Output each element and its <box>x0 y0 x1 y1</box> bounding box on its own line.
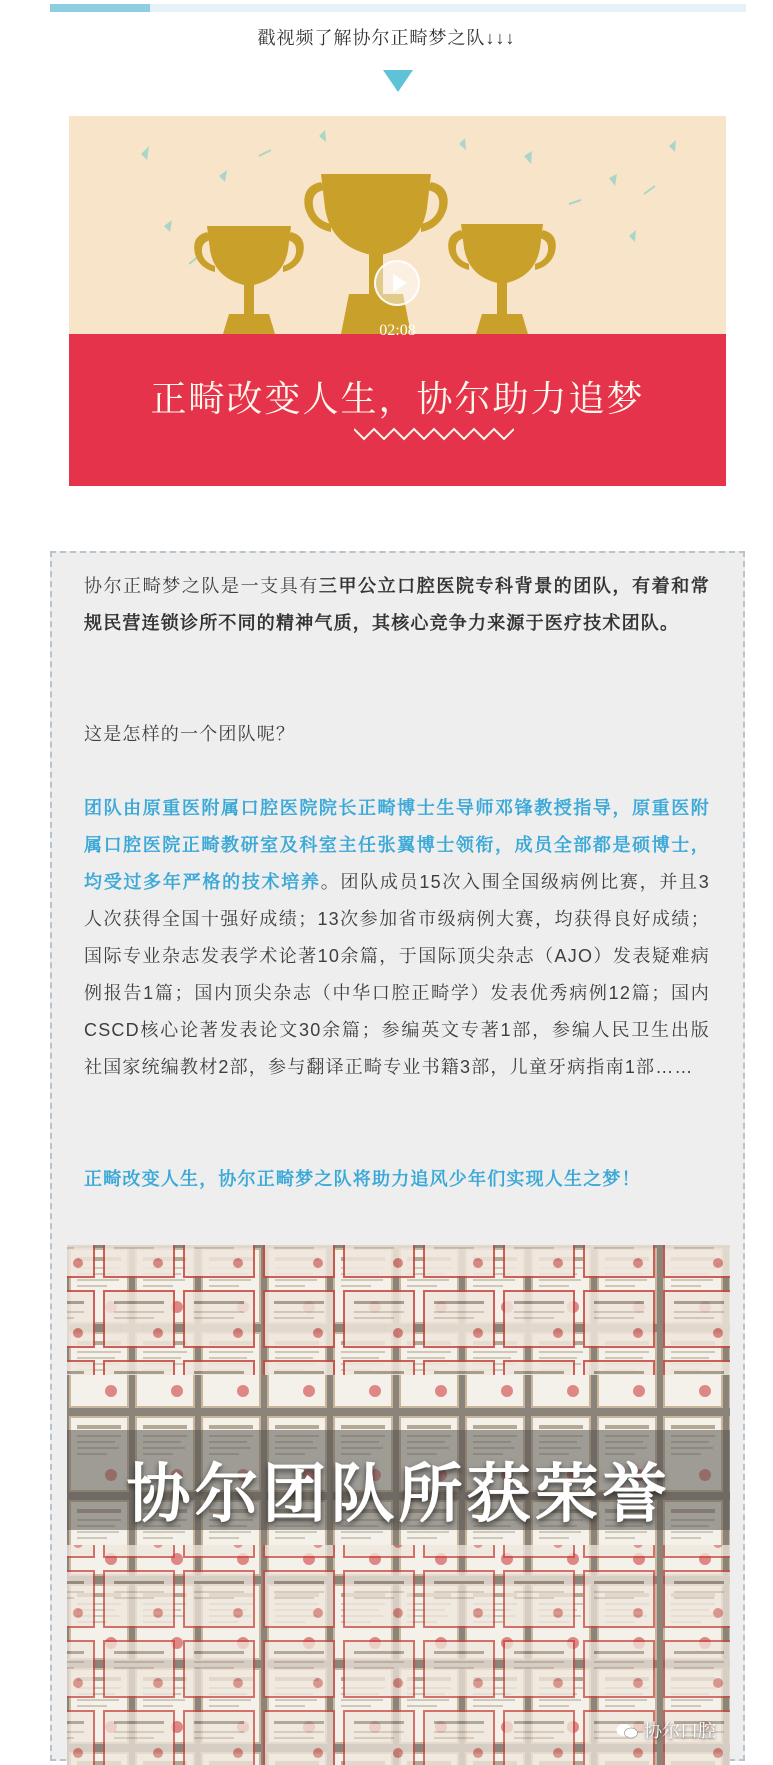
team-highlight-text: 团队由原重医附属口腔医院院长正畸博士生导师邓锋教授指导，原重医附属口腔医院正畸教研室及科室主任张翼博士领衔，成员全部都是硕博士，均受过多年严格的技术培养 <box>84 798 710 892</box>
video-caption: 戳视频了解协尔正畸梦之队↓↓↓ <box>257 28 516 48</box>
down-triangle-icon <box>383 70 413 92</box>
article-box <box>50 551 745 1761</box>
honor-certificates-image <box>67 1245 730 1765</box>
wechat-icon <box>616 1723 638 1739</box>
top-divider-accent <box>50 4 150 12</box>
closing-paragraph <box>84 1161 710 1198</box>
video-headline: 正畸改变人生，协尔助力追梦 <box>150 379 645 420</box>
zigzag-decoration <box>354 425 514 441</box>
intro-paragraph <box>84 568 710 642</box>
video-player[interactable] <box>69 116 726 486</box>
intro-text: 协尔正畸梦之队是一支具有 <box>84 576 319 596</box>
top-divider-bar <box>50 4 746 12</box>
play-icon[interactable] <box>374 260 420 306</box>
closing-highlight-text: 正畸改变人生，协尔正畸梦之队将助力追风少年们实现人生之梦！ <box>84 1169 641 1189</box>
honor-title: 协尔团队所获荣誉 <box>126 1458 671 1532</box>
question-paragraph: 这是怎样的一个团队呢？ <box>84 724 296 744</box>
video-duration: 02:08 <box>379 322 416 339</box>
team-paragraph <box>84 790 710 1086</box>
video-banner <box>69 334 726 486</box>
team-achievements-text: 。团队成员15次入围全国级病例比赛，并且3人次获得全国十强好成绩；13次参加省市级病例大赛，均获得良好成绩；国际专业杂志发表学术论著10余篇，于国际顶尖杂志（AJO）发表疑难病例报告1篇；国内顶尖杂志（中华口腔正畸学）发表优秀病例12篇；国内CSCD核心论著发表论文30余篇；参编英文专著1部，参编人民卫生出版社国家统编教材2部，参与翻译正畸专业书籍3部，儿童牙病指南1部…… <box>84 872 710 1077</box>
watermark-text: 协尔口腔 <box>644 1721 716 1741</box>
watermark <box>616 1717 716 1743</box>
intro-bold-text: 三甲公立口腔医院专科背景的团队，有着和常规民营连锁诊所不同的精神气质，其核心竞争力来源于医疗技术团队。 <box>84 576 710 633</box>
